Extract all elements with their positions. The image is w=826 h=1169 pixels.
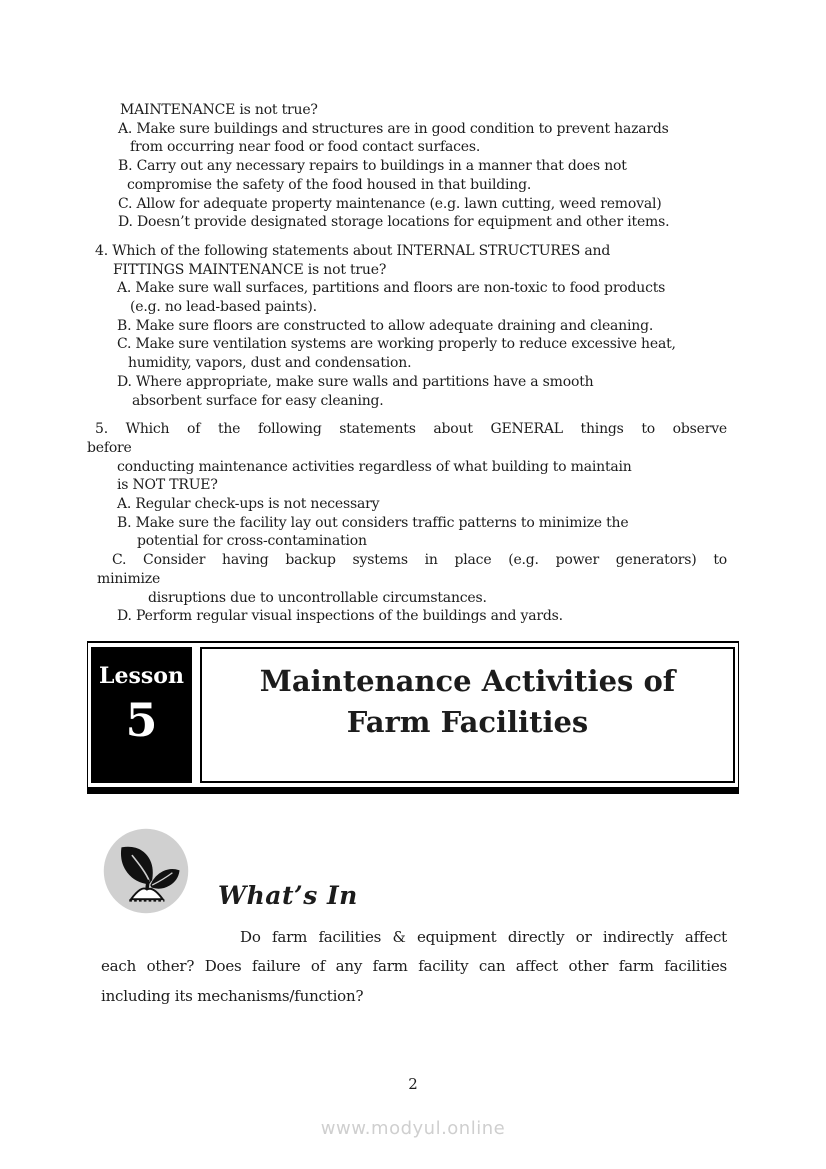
watermark: www.modyul.online [320, 1118, 506, 1140]
quiz-line: before [87, 439, 132, 456]
quiz-line: B. Make sure the facility lay out considers traffic patterns to minimize the [117, 514, 629, 531]
question-3-tail [87, 101, 727, 232]
quiz-line: B. Carry out any necessary repairs to buildings in a manner that does not [118, 158, 627, 175]
intro-paragraph-line: Do farm facilities & equipment directly or indirectly affect [240, 927, 727, 946]
quiz-line: compromise the safety of the food housed in that building. [127, 176, 532, 193]
quiz-line: A. Make sure buildings and structures are in good condition to prevent hazards [118, 120, 669, 137]
quiz-line: A. Regular check-ups is not necessary [117, 496, 380, 513]
lesson-number-cell [91, 647, 192, 783]
quiz-line: minimize [97, 570, 161, 587]
page-content [87, 101, 740, 1011]
quiz-line: disruptions due to uncontrollable circumstances. [148, 589, 487, 606]
whats-in-section [87, 827, 740, 915]
quiz-line: D. Doesn’t provide designated storage locations for equipment and other items. [118, 214, 670, 231]
lesson-banner-inner [91, 647, 735, 783]
quiz-line: D. Perform regular visual inspections of the buildings and yards. [117, 608, 563, 625]
quiz-line: (e.g. no lead-based paints). [130, 299, 317, 316]
quiz-line: conducting maintenance activities regardless of what building to maintain [117, 458, 632, 475]
quiz-line: MAINTENANCE is not true? [120, 102, 318, 118]
quiz-line: potential for cross-contamination [137, 533, 367, 550]
quiz-line: 4. Which of the following statements about INTERNAL STRUCTURES and [95, 242, 611, 259]
seedling-icon [102, 827, 190, 915]
page-number: 2 [408, 1075, 418, 1094]
intro-paragraph-line: including its mechanisms/function? [101, 986, 364, 1005]
lesson-label: Lesson [99, 662, 184, 689]
quiz-line: absorbent surface for easy cleaning. [132, 392, 384, 409]
quiz-line: D. Where appropriate, make sure walls and partitions have a smooth [117, 373, 594, 390]
quiz-line: FITTINGS MAINTENANCE is not true? [113, 261, 387, 278]
lesson-number: 5 [125, 692, 158, 747]
lesson-title-line-1: Maintenance Activities of [259, 663, 676, 698]
quiz-line: humidity, vapors, dust and condensation. [128, 355, 412, 372]
quiz-section [87, 101, 727, 626]
quiz-line: C. Make sure ventilation systems are working properly to reduce excessive heat, [117, 336, 676, 353]
quiz-line: C. Consider having backup systems in place (e.g. power generators) to [112, 552, 727, 569]
question-5 [87, 420, 727, 626]
quiz-line: from occurring near food or food contact surfaces. [130, 139, 481, 156]
quiz-line: is NOT TRUE? [117, 477, 218, 494]
lesson-title-cell [200, 647, 735, 783]
question-4 [87, 242, 727, 410]
intro-paragraph-line: each other? Does failure of any farm facility can affect other farm facilities [101, 957, 727, 976]
lesson-banner [87, 641, 739, 794]
quiz-line: 5. Which of the following statements about GENERAL things to observe [95, 421, 727, 438]
quiz-line: C. Allow for adequate property maintenance (e.g. lawn cutting, weed removal) [118, 195, 662, 212]
whats-in-heading: What’s In [218, 880, 358, 910]
quiz-line: B. Make sure floors are constructed to allow adequate draining and cleaning. [117, 317, 654, 334]
lesson-title-line-2: Farm Facilities [346, 704, 589, 739]
quiz-line: A. Make sure wall surfaces, partitions and floors are non-toxic to food products [117, 280, 666, 297]
intro-paragraph [101, 923, 727, 1012]
